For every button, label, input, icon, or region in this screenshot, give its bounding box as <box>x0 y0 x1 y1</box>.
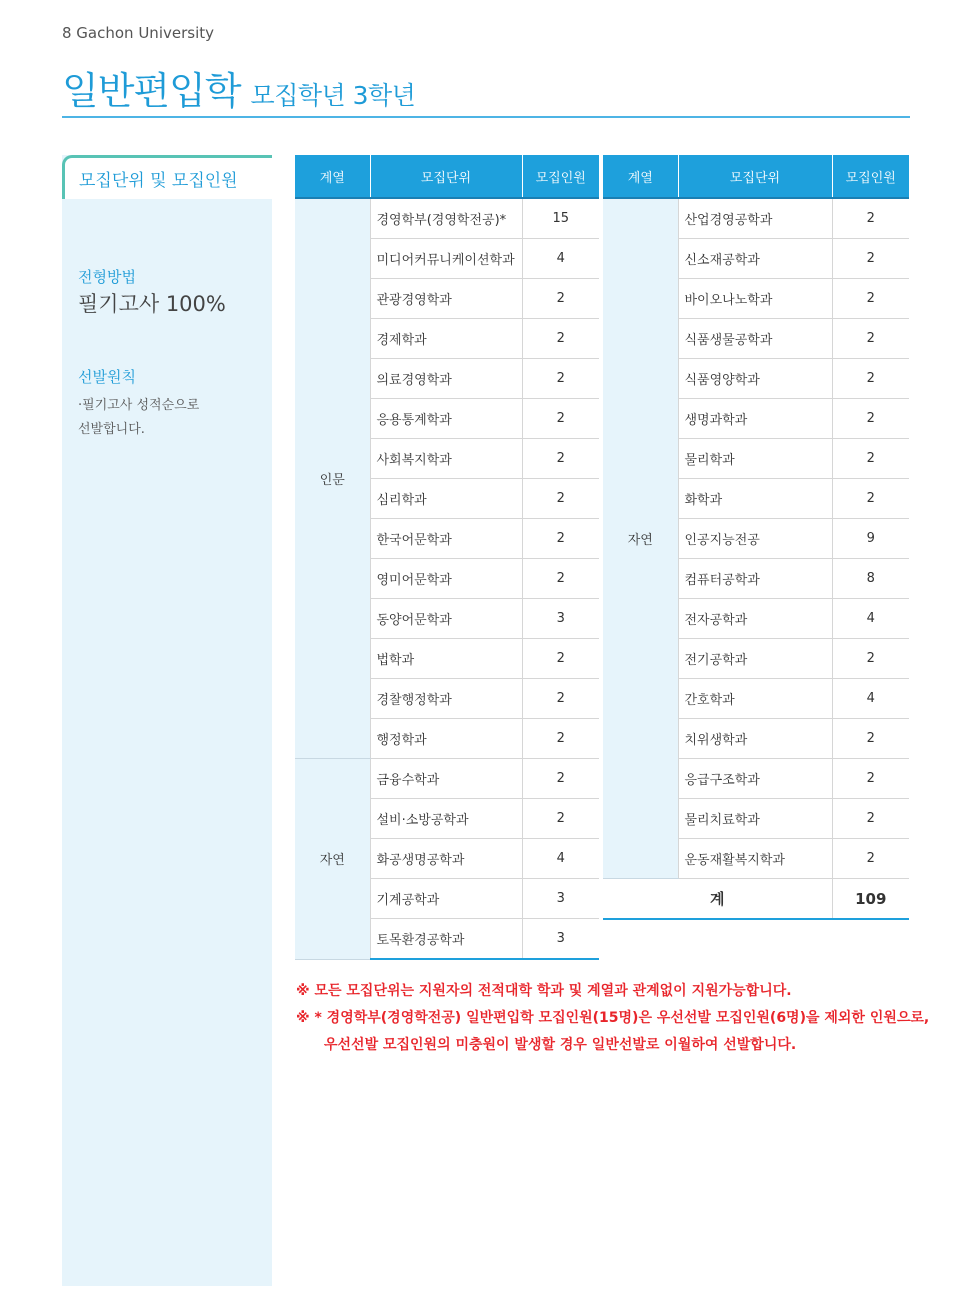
count-cell: 3 <box>522 599 599 639</box>
table-row <box>295 759 599 799</box>
method-heading: 전형방법 <box>78 268 136 286</box>
count-cell: 3 <box>522 919 599 960</box>
unit-cell: 신소재공학과 <box>678 239 832 279</box>
count-cell: 2 <box>832 239 909 279</box>
count-cell: 2 <box>522 399 599 439</box>
unit-cell: 토목환경공학과 <box>370 919 522 960</box>
unit-cell: 응급구조학과 <box>678 759 832 799</box>
page-title <box>62 60 415 115</box>
count-cell: 15 <box>522 198 599 239</box>
count-cell: 2 <box>522 519 599 559</box>
unit-cell: 산업경영공학과 <box>678 198 832 239</box>
unit-cell: 전기공학과 <box>678 639 832 679</box>
table-header-row <box>603 155 909 198</box>
total-row <box>603 879 909 920</box>
left-quota-table <box>295 155 599 960</box>
unit-cell: 경찰행정학과 <box>370 679 522 719</box>
total-value: 109 <box>832 879 909 920</box>
header-category: 계열 <box>603 155 678 198</box>
count-cell: 2 <box>832 799 909 839</box>
sidebar-tab-label: 모집단위 및 모집인원 <box>79 171 238 191</box>
count-cell: 8 <box>832 559 909 599</box>
count-cell: 2 <box>522 759 599 799</box>
count-cell: 2 <box>522 639 599 679</box>
unit-cell: 행정학과 <box>370 719 522 759</box>
unit-cell: 운동재활복지학과 <box>678 839 832 879</box>
unit-cell: 영미어문학과 <box>370 559 522 599</box>
unit-cell: 간호학과 <box>678 679 832 719</box>
note-line-2: ※ * 경영학부(경영학전공) 일반편입학 모집인원(15명)은 우선선발 모집인원(6명)을 제외한 인원으로, <box>296 1010 930 1026</box>
header-count: 모집인원 <box>522 155 599 198</box>
count-cell: 3 <box>522 879 599 919</box>
principle-line-1: ·필기고사 성적순으로 <box>78 398 200 413</box>
table-header-row <box>295 155 599 198</box>
header-count: 모집인원 <box>832 155 909 198</box>
title-sub: 모집학년 3학년 <box>250 81 416 110</box>
category-cell: 인문 <box>295 198 370 759</box>
count-cell: 2 <box>832 719 909 759</box>
unit-cell: 인공지능전공 <box>678 519 832 559</box>
count-cell: 2 <box>522 439 599 479</box>
unit-cell: 경제학과 <box>370 319 522 359</box>
unit-cell: 화학과 <box>678 479 832 519</box>
principle-line-2: 선발합니다. <box>78 422 145 437</box>
count-cell: 2 <box>522 559 599 599</box>
count-cell: 2 <box>832 399 909 439</box>
count-cell: 4 <box>522 839 599 879</box>
count-cell: 4 <box>522 239 599 279</box>
unit-cell: 식품생물공학과 <box>678 319 832 359</box>
title-divider <box>62 116 910 118</box>
count-cell: 2 <box>522 679 599 719</box>
unit-cell: 기계공학과 <box>370 879 522 919</box>
title-main: 일반편입학 <box>62 69 241 113</box>
sidebar-panel <box>62 155 272 1286</box>
count-cell: 2 <box>522 479 599 519</box>
category-cell: 자연 <box>603 198 678 879</box>
unit-cell: 미디어커뮤니케이션학과 <box>370 239 522 279</box>
unit-cell: 경영학부(경영학전공)* <box>370 198 522 239</box>
unit-cell: 컴퓨터공학과 <box>678 559 832 599</box>
unit-cell: 설비·소방공학과 <box>370 799 522 839</box>
header-unit: 모집단위 <box>678 155 832 198</box>
count-cell: 2 <box>832 319 909 359</box>
table-row <box>603 198 909 239</box>
note-line-1: ※ 모든 모집단위는 지원자의 전적대학 학과 및 계열과 관계없이 지원가능합니다. <box>296 983 792 999</box>
count-cell: 2 <box>522 799 599 839</box>
right-quota-table <box>603 155 909 920</box>
count-cell: 2 <box>522 319 599 359</box>
unit-cell: 화공생명공학과 <box>370 839 522 879</box>
unit-cell: 응용통계학과 <box>370 399 522 439</box>
count-cell: 4 <box>832 599 909 639</box>
count-cell: 2 <box>832 639 909 679</box>
count-cell: 2 <box>522 719 599 759</box>
unit-cell: 금융수학과 <box>370 759 522 799</box>
category-cell: 자연 <box>295 759 370 960</box>
header-unit: 모집단위 <box>370 155 522 198</box>
unit-cell: 법학과 <box>370 639 522 679</box>
unit-cell: 한국어문학과 <box>370 519 522 559</box>
count-cell: 4 <box>832 679 909 719</box>
unit-cell: 물리학과 <box>678 439 832 479</box>
unit-cell: 의료경영학과 <box>370 359 522 399</box>
unit-cell: 물리치료학과 <box>678 799 832 839</box>
count-cell: 9 <box>832 519 909 559</box>
count-cell: 2 <box>832 279 909 319</box>
count-cell: 2 <box>832 479 909 519</box>
notes <box>296 978 929 1059</box>
note-line-3: 우선선발 모집인원의 미충원이 발생할 경우 일반선발로 이월하여 선발합니다. <box>324 1037 797 1053</box>
unit-cell: 동양어문학과 <box>370 599 522 639</box>
page-header: 8 Gachon University <box>62 24 214 42</box>
unit-cell: 치위생학과 <box>678 719 832 759</box>
total-label: 계 <box>603 879 832 920</box>
count-cell: 2 <box>832 839 909 879</box>
count-cell: 2 <box>832 198 909 239</box>
count-cell: 2 <box>832 359 909 399</box>
unit-cell: 바이오나노학과 <box>678 279 832 319</box>
table-row <box>295 198 599 239</box>
method-value: 필기고사 100% <box>78 292 226 316</box>
unit-cell: 관광경영학과 <box>370 279 522 319</box>
header-category: 계열 <box>295 155 370 198</box>
unit-cell: 전자공학과 <box>678 599 832 639</box>
unit-cell: 생명과학과 <box>678 399 832 439</box>
sidebar-tab <box>62 155 272 199</box>
count-cell: 2 <box>522 279 599 319</box>
principle-heading: 선발원칙 <box>78 368 136 386</box>
count-cell: 2 <box>832 759 909 799</box>
unit-cell: 심리학과 <box>370 479 522 519</box>
unit-cell: 식품영양학과 <box>678 359 832 399</box>
unit-cell: 사회복지학과 <box>370 439 522 479</box>
count-cell: 2 <box>832 439 909 479</box>
count-cell: 2 <box>522 359 599 399</box>
